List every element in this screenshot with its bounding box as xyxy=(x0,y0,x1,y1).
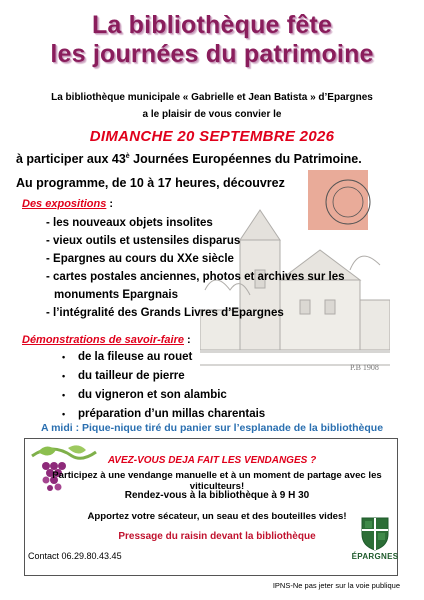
expositions-heading: Des expositions : xyxy=(22,198,114,210)
vendanges-line-4: Pressage du raisin devant la bibliothèque xyxy=(118,531,316,542)
exposition-item-continued: monuments Epargnais xyxy=(54,289,178,301)
contact-phone: Contact 06.29.80.43.45 xyxy=(28,551,122,561)
exposition-item: - l’intégralité des Grands Livres d’Epargnes xyxy=(46,307,284,319)
vendanges-line-3: Apportez votre sécateur, un seau et des bouteilles vides! xyxy=(87,511,347,522)
title-line-1: La bibliothèque fête xyxy=(91,11,333,39)
exposition-item: - vieux outils et ustensiles disparus xyxy=(46,235,241,247)
demo-item: • préparation d’un millas charentais xyxy=(62,408,266,420)
demo-item: • de la fileuse au rouet xyxy=(62,351,193,363)
program-line: Au programme, de 10 à 17 heures, découvrez xyxy=(16,176,285,190)
vendanges-title: AVEZ-VOUS DEJA FAIT LES VENDANGES ? xyxy=(107,455,317,466)
town-crest-logo xyxy=(352,514,398,552)
demo-item: • du tailleur de pierre xyxy=(62,370,185,382)
midi-line: A midi : Pique-nique tiré du panier sur l’esplanade de la bibliothèque xyxy=(40,422,384,434)
intro-line-1: La bibliothèque municipale « Gabrielle et Jean Batista » d’Epargnes xyxy=(51,92,373,103)
footer-note: IPNS-Ne pas jeter sur la voie publique xyxy=(272,581,400,590)
invite-line: à participer aux $43^è$ Journées Européennes du Patrimoine. xyxy=(16,152,362,166)
svg-text:P.B 1908: P.B 1908 xyxy=(350,363,379,372)
exposition-item: - les nouveaux objets insolites xyxy=(46,217,213,229)
title-line-2: les journées du patrimoine xyxy=(50,40,374,68)
intro-line-2: a le plaisir de vous convier le xyxy=(142,109,282,120)
exposition-item: - cartes postales anciennes, photos et archives sur les xyxy=(46,271,345,283)
exposition-item: - Epargnes au cours du XXe siècle xyxy=(46,253,234,265)
demo-item: • du vigneron et son alambic xyxy=(62,389,227,401)
vendanges-line-2: Rendez-vous à la bibliothèque à 9 H 30 xyxy=(124,490,310,501)
event-date: DIMANCHE 20 SEPTEMBRE 2026 xyxy=(89,128,335,145)
demonstrations-heading: Démonstrations de savoir-faire : xyxy=(22,334,191,346)
vendanges-line-1: Participez à une vendange manuelle et à un moment de partage avec les viticulteurs! xyxy=(52,470,382,492)
brand-name: ÉPARGNES xyxy=(351,552,399,561)
